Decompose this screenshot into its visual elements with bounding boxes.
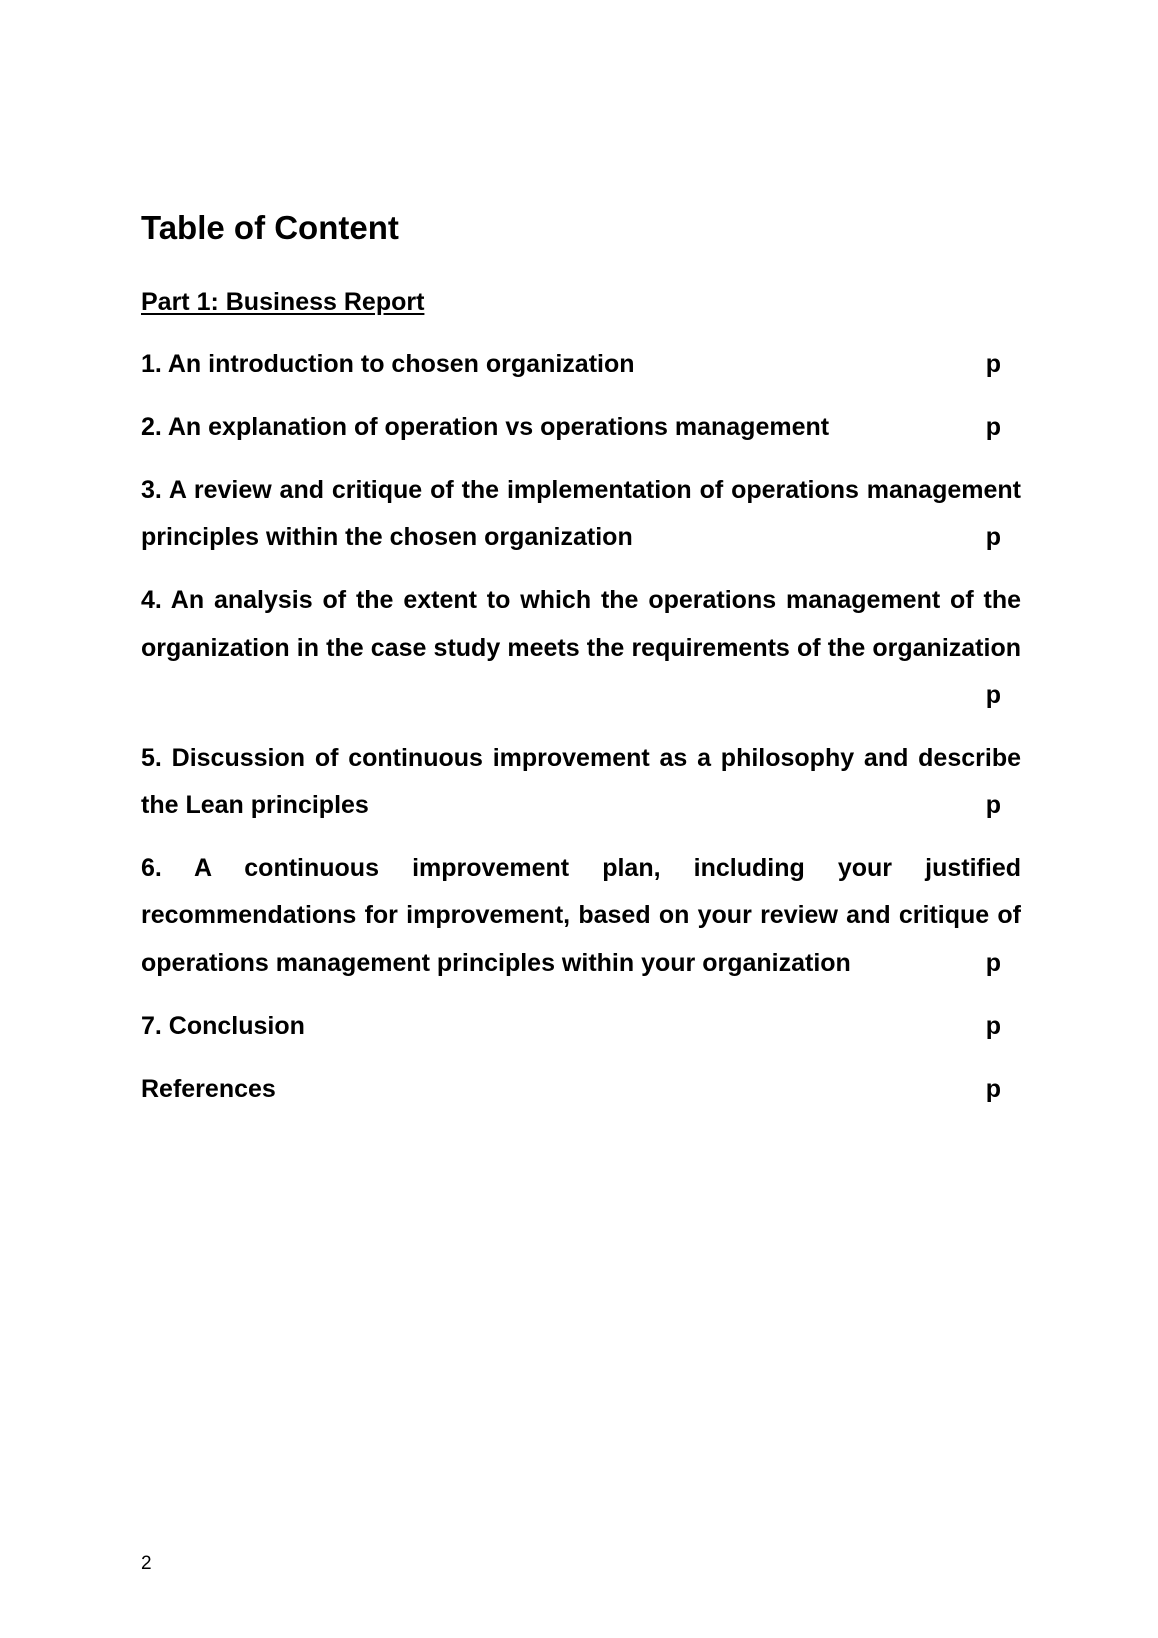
page-title: Table of Content — [141, 209, 399, 246]
toc-page-ref: p — [985, 948, 1001, 977]
toc-page-ref: p — [985, 680, 1001, 709]
toc-entry-3 — [141, 467, 1021, 562]
toc-entry-text: References — [141, 1074, 276, 1103]
toc-entry-4 — [141, 577, 1021, 719]
table-of-contents — [141, 341, 1021, 1129]
toc-page-ref: p — [985, 1074, 1001, 1103]
toc-entry-text: 6. A continuous improvement plan, including your justified recommendations for improvement, based on your review and critique of operations management principles within your organization — [141, 854, 1021, 977]
toc-page-ref: p — [985, 1011, 1001, 1040]
toc-entry-text: 7. Conclusion — [141, 1011, 305, 1040]
toc-entry-text: 3. A review and critique of the implementation of operations management principles within the chosen organization — [141, 475, 1021, 552]
toc-entry-text: 2. An explanation of operation vs operations management — [141, 412, 830, 441]
toc-page-ref: p — [985, 791, 1001, 820]
toc-entry-2 — [141, 404, 1021, 451]
toc-page-ref: p — [985, 412, 1001, 441]
toc-entry-references — [141, 1066, 1021, 1113]
toc-entry-text: 4. An analysis of the extent to which the operations management of the organization in the case study meets the requirements of the organization — [141, 586, 1021, 662]
section-heading: Part 1: Business Report — [141, 288, 425, 316]
toc-entry-5 — [141, 735, 1021, 830]
toc-entry-6 — [141, 845, 1021, 987]
toc-entry-1 — [141, 341, 1021, 388]
page-number: 2 — [141, 1553, 152, 1574]
toc-page-ref: p — [985, 523, 1001, 552]
toc-entry-text: 5. Discussion of continuous improvement as a philosophy and describe the Lean principles — [141, 743, 1021, 820]
toc-entry-text: 1. An introduction to chosen organization — [141, 350, 635, 378]
toc-entry-7 — [141, 1003, 1021, 1050]
toc-page-ref: p — [985, 350, 1001, 378]
